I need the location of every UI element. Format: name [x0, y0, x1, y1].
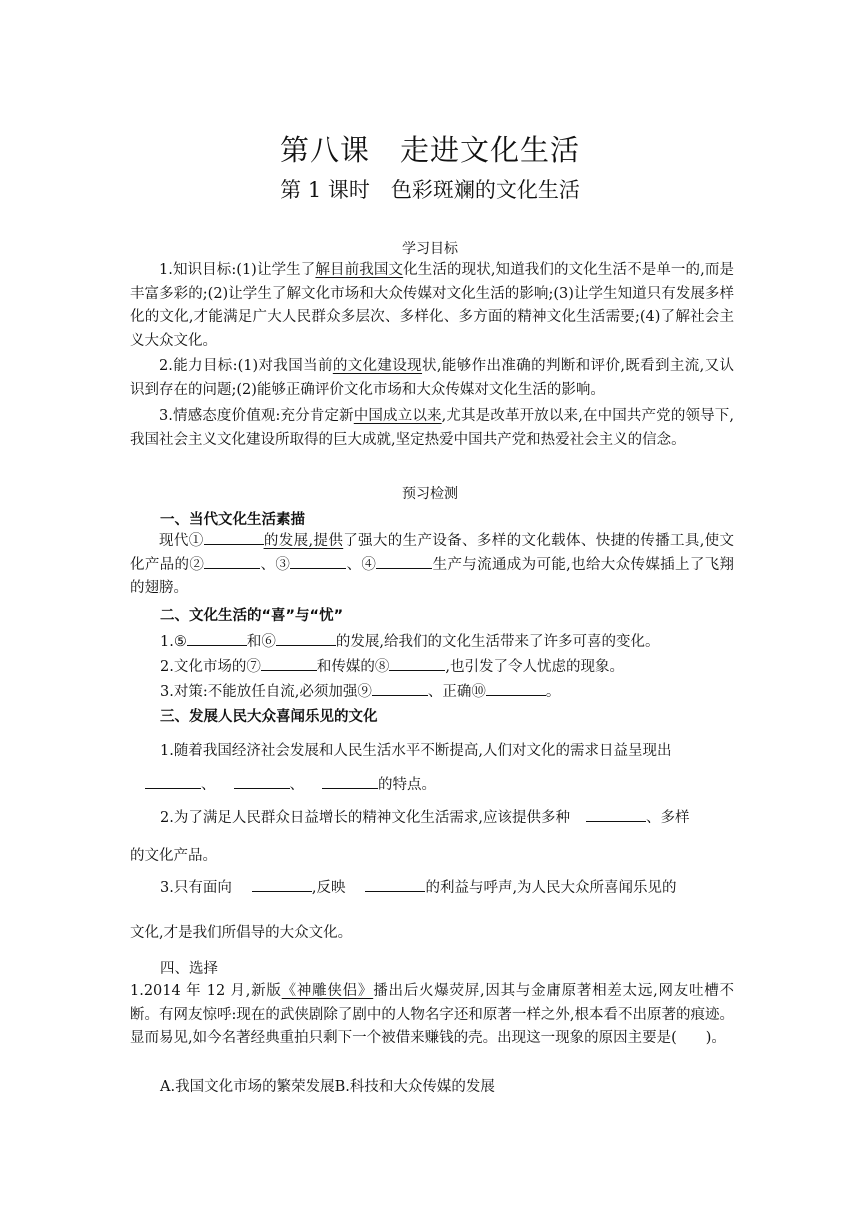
section-3-line-1: 1.随着我国经济社会发展和人民生活水平不断提高,人们对文化的需求日益呈现出: [160, 743, 672, 759]
option-a[interactable]: A.我国文化市场的繁荣发展: [160, 1079, 335, 1095]
answer-blank[interactable]: [376, 554, 432, 569]
lesson-title: 第八课 走进文化生活: [279, 133, 580, 167]
answer-blank[interactable]: [486, 681, 546, 696]
section-1-text: 现代① 的发展,提供了强大的生产设备、多样的文化载体、快捷的传播工具,使文化产品的② 、③ 、④ 生产与流通成为可能,也给大众传媒插上了飞翔的翅膀。: [130, 530, 734, 601]
section-2-line-3: 3.对策:不能放任自流,必须加强⑨ 、正确⑩ 。: [160, 680, 560, 701]
answer-blank[interactable]: [187, 631, 247, 646]
answer-blank[interactable]: [261, 656, 317, 671]
goal-knowledge: 1.知识目标:(1)让学生了解目前我国文化生活的现状,知道我们的文化生活不是单一的,而是丰富多彩的;(2)让学生了解文化市场和大众传媒对文化生活的影响;(3)让学生知道只有发展多样化的文化,才能满足广大人民群众多层次、多样化、多方面的精神文化生活需要;(4)了解社会主义大众文化。: [130, 262, 735, 349]
option-b[interactable]: B.科技和大众传媒的发展: [334, 1079, 495, 1095]
answer-blank[interactable]: [290, 554, 346, 569]
section-3-line-3: 3.只有面向 ,反映 的利益与呼声,为人民大众所喜闻乐见的: [160, 876, 677, 897]
answer-blank[interactable]: [276, 631, 336, 646]
answer-blank[interactable]: [252, 877, 312, 892]
section-3-line-3-cont: 文化,才是我们所倡导的大众文化。: [130, 925, 353, 941]
section-3-line-2: 2.为了满足人民群众日益增长的精神文化生活需求,应该提供多种 、多样: [160, 806, 689, 827]
goal-values: 3.情感态度价值观:充分肯定新中国成立以来,尤其是改革开放以来,在中国共产党的领导下,我国社会主义文化建设所取得的巨大成就,坚定热爱中国共产党和热爱社会主义的信念。: [130, 408, 735, 448]
section-2-title: 二、文化生活的“喜”与“忧”: [160, 608, 344, 624]
answer-blank[interactable]: [204, 530, 264, 545]
section-3-line-1-cont: 、 、 的特点。: [145, 773, 436, 794]
section-2-line-2: 2.文化市场的⑦ 和传媒的⑧ ,也引发了令人忧虑的现象。: [160, 655, 624, 676]
answer-blank[interactable]: [389, 656, 445, 671]
section-3-title: 三、发展人民大众喜闻乐见的文化: [160, 709, 378, 725]
section-1-title: 一、当代文化生活素描: [160, 512, 305, 528]
answer-blank[interactable]: [204, 554, 260, 569]
answer-blank[interactable]: [322, 774, 378, 789]
section-4-title: 四、选择: [160, 961, 218, 977]
preview-check-heading: 预习检测: [402, 486, 458, 502]
answer-blank[interactable]: [365, 877, 425, 892]
question-1-options: [160, 1075, 495, 1096]
answer-blank[interactable]: [372, 681, 428, 696]
answer-blank[interactable]: [234, 774, 290, 789]
answer-blank[interactable]: [145, 774, 201, 789]
learning-goals-heading: 学习目标: [402, 241, 458, 257]
section-3-line-2-cont: 的文化产品。: [130, 848, 217, 864]
question-1: 1.2014 年 12 月,新版《神雕侠侣》播出后火爆荧屏,因其与金庸原著相差太远,网友吐槽不断。有网友惊呼:现在的武侠剧除了剧中的人物名字还和原著一样之外,根本看不出原著的痕迹。显而易见,如今名著经典重拍只剩下一个被借来赚钱的壳。出现这一现象的原因主要是( )。: [130, 983, 735, 1046]
section-2-line-1: 1.⑤ 和⑥ 的发展,给我们的文化生活带来了许多可喜的变化。: [160, 630, 659, 651]
answer-blank[interactable]: [586, 807, 646, 822]
lesson-subtitle: 第 1 课时 色彩斑斓的文化生活: [280, 178, 580, 202]
goal-ability: 2.能力目标:(1)对我国当前的文化建设现状,能够作出准确的判断和评价,既看到主流,又认识到存在的问题;(2)能够正确评价文化市场和大众传媒对文化生活的影响。: [130, 358, 734, 398]
